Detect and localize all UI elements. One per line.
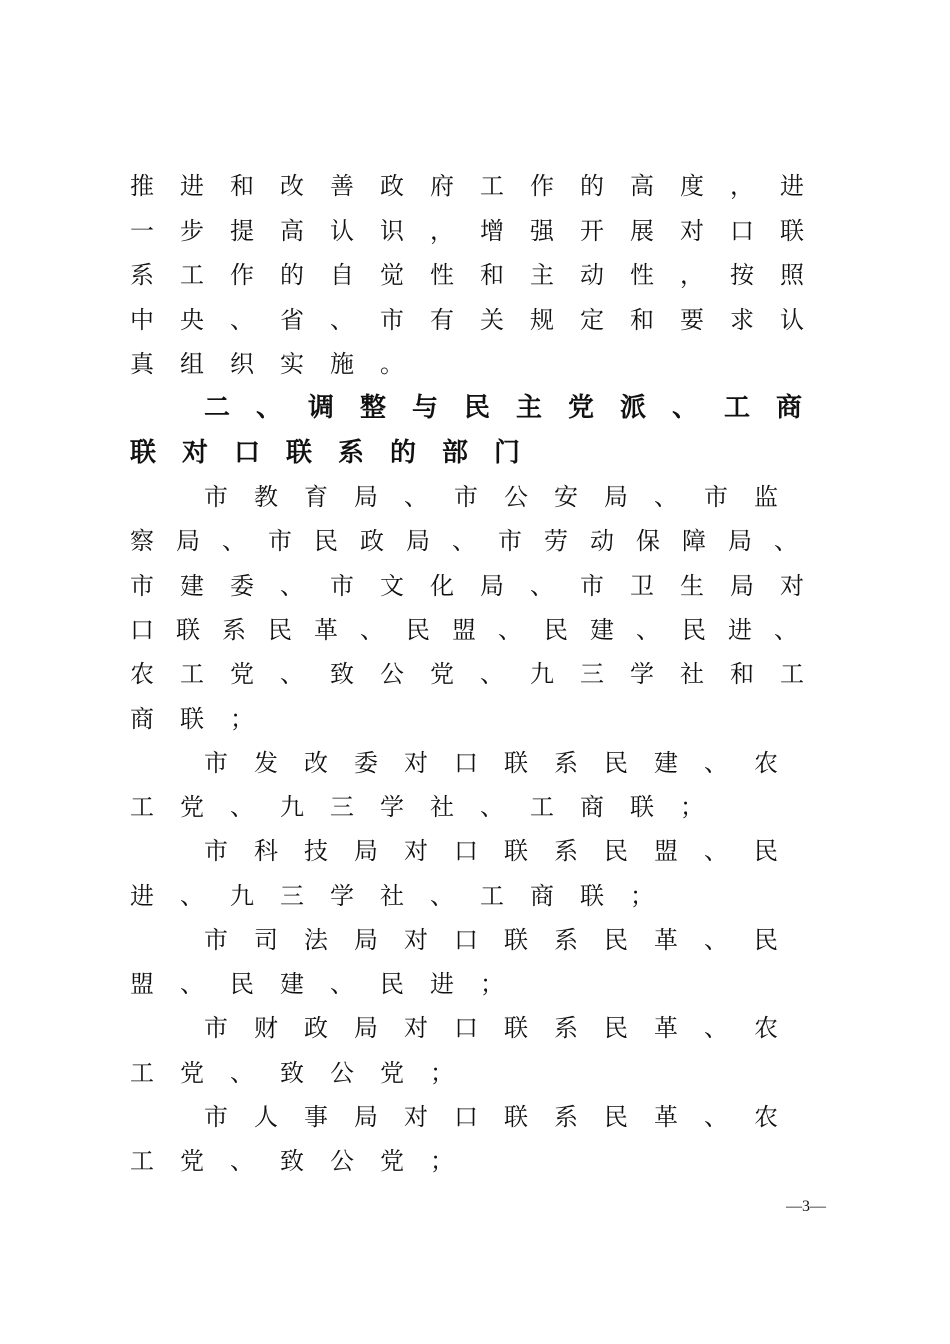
text-line: 进、九三学社、工商联； <box>130 882 680 910</box>
text-line: 市教育局、市公安局、市监 <box>204 483 804 511</box>
text-line: 市科技局对口联系民盟、民 <box>204 837 804 865</box>
text-line: 察局、市民政局、市劳动保障局、 <box>130 527 820 555</box>
text-line: 系工作的自觉性和主动性，按照 <box>130 261 830 289</box>
text-line: 市司法局对口联系民革、民 <box>204 926 804 954</box>
section-heading: 二、调整与民主党派、工商 <box>204 393 829 423</box>
section-heading-continued: 联对口联系的部门 <box>130 438 547 468</box>
text-line: 工党、致公党； <box>130 1059 480 1087</box>
text-line: 市财政局对口联系民革、农 <box>204 1014 804 1042</box>
page-number: —3— <box>786 1198 826 1215</box>
text-line: 市建委、市文化局、市卫生局对 <box>130 572 830 600</box>
text-line: 口联系民革、民盟、民建、民进、 <box>130 616 820 644</box>
text-line: 工党、九三学社、工商联； <box>130 793 730 821</box>
text-line: 工党、致公党； <box>130 1147 480 1175</box>
text-line: 市发改委对口联系民建、农 <box>204 749 804 777</box>
text-line: 真组织实施。 <box>130 350 430 378</box>
text-line: 中央、省、市有关规定和要求认 <box>130 306 830 334</box>
text-line: 农工党、致公党、九三学社和工 <box>130 660 830 688</box>
text-line: 一步提高认识，增强开展对口联 <box>130 217 830 245</box>
text-line: 市人事局对口联系民革、农 <box>204 1103 804 1131</box>
text-line: 商联； <box>130 705 280 733</box>
text-line: 盟、民建、民进； <box>130 970 530 998</box>
text-line: 推进和改善政府工作的高度，进 <box>130 172 830 200</box>
